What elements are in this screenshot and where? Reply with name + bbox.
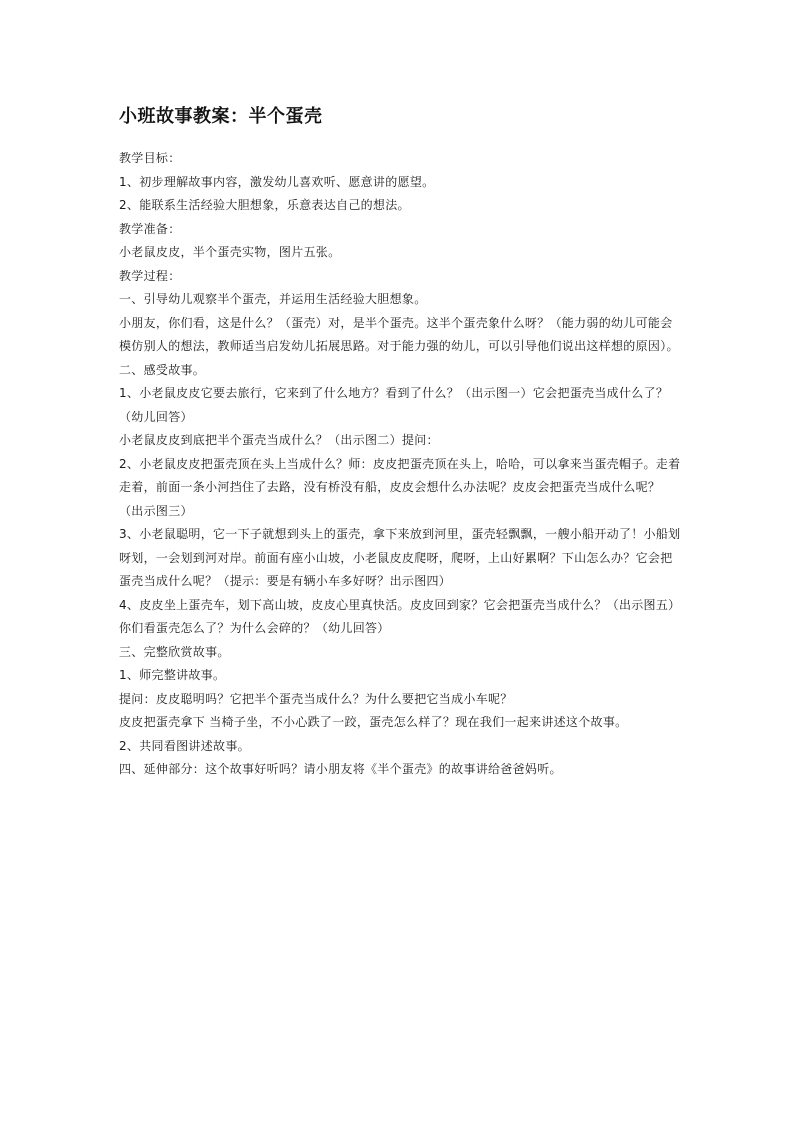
- section-heading-preparation: 教学准备：: [119, 221, 181, 236]
- story-item-2: 2、小老鼠皮皮把蛋壳顶在头上当成什么？师：皮皮把蛋壳顶在头上，哈哈，可以拿来当蛋壳帽子。走着走着，前面一条小河挡住了去路，没有桥没有船，皮皮会想什么办法呢？皮皮会把蛋壳当成什么呢？（出示图三）: [119, 456, 681, 518]
- process-step-3-heading: 三、完整欣赏故事。: [119, 644, 230, 659]
- story-item-3: 3、小老鼠聪明，它一下子就想到头上的蛋壳，拿下来放到河里，蛋壳轻飘飘，一艘小船开动了！小船划呀划，一会划到河对岸。前面有座小山坡，小老鼠皮皮爬呀，爬呀，上山好累啊？下山怎么办？它会把蛋壳当成什么呢？（提示：要是有辆小车多好呀？出示图四）: [119, 527, 681, 588]
- goal-item-2: 2、能联系生活经验大胆想象，乐意表达自己的想法。: [119, 198, 410, 212]
- preparation-text: 小老鼠皮皮，半个蛋壳实物，图片五张。: [119, 245, 341, 259]
- section-heading-process: 教学过程：: [119, 268, 181, 283]
- appreciation-question: 提问：皮皮聪明吗？它把半个蛋壳当成什么？为什么要把它当成小车呢？: [119, 691, 513, 706]
- process-step-1-text: 小朋友，你们看，这是什么？（蛋壳）对，是半个蛋壳。这半个蛋壳象什么呀？（能力弱的幼儿可能会模仿别人的想法，教师适当启发幼儿拓展思路。对于能力强的幼儿，可以引导他们说出这样想的原因）。: [119, 315, 679, 353]
- document-page: [119, 104, 681, 782]
- section-heading-goals: 教学目标：: [119, 151, 181, 165]
- appreciation-item-1: 1、师完整讲故事。: [119, 668, 226, 682]
- process-step-2-heading: 二、感受故事。: [119, 362, 206, 377]
- appreciation-item-2: 2、共同看图讲述故事。: [119, 738, 250, 753]
- goal-item-1: 1、初步理解故事内容，激发幼儿喜欢听、愿意讲的愿望。: [119, 174, 435, 189]
- extension-text: 四、延伸部分：这个故事好听吗？请小朋友将《半个蛋壳》的故事讲给爸爸妈听。: [119, 762, 562, 776]
- process-step-1-heading: 一、引导幼儿观察半个蛋壳，并运用生活经验大胆想象。: [119, 292, 427, 306]
- story-question: 小老鼠皮皮到底把半个蛋壳当成什么？（出示图二）提问：: [119, 433, 439, 447]
- story-item-1: 1、小老鼠皮皮它要去旅行，它来到了什么地方？看到了什么？（出示图一）它会把蛋壳当成什么了？（幼儿回答）: [119, 386, 669, 424]
- document-title: 小班故事教案：半个蛋壳: [119, 106, 323, 127]
- story-item-4: 4、皮皮坐上蛋壳车，划下高山坡，皮皮心里真快活。皮皮回到家？它会把蛋壳当成什么？（出示图五）你们看蛋壳怎么了？为什么会碎的？（幼儿回答）: [119, 597, 681, 635]
- appreciation-text: 皮皮把蛋壳拿下 当椅子坐，不小心跌了一跤，蛋壳怎么样了？现在我们一起来讲述这个故事。: [119, 715, 628, 729]
